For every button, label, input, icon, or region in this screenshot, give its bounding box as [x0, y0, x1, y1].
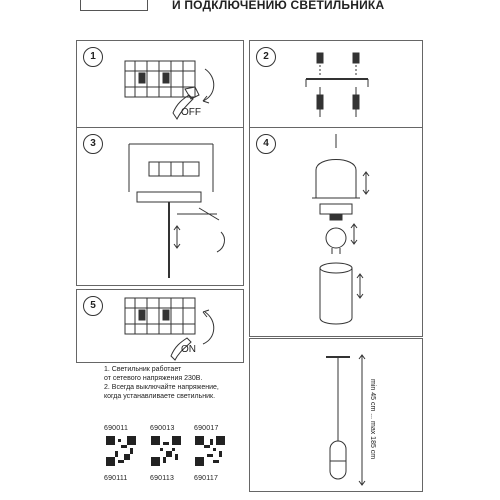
page-title: И ПОДКЛЮЧЕНИЮ СВЕТИЛЬНИКА — [172, 0, 385, 12]
note-line-3: 2. Всегда выключайте напряжение, — [104, 384, 219, 391]
step-panel-2 — [249, 40, 423, 129]
off-label: OFF — [181, 107, 201, 118]
qr-code-2[interactable] — [151, 436, 181, 466]
qr-code-3[interactable] — [195, 436, 225, 466]
step-panel-3 — [76, 127, 244, 286]
step-badge-2: 2 — [256, 47, 276, 67]
hanging-lamp-illustration — [250, 339, 422, 491]
product-code-5: 690113 — [150, 475, 175, 482]
on-label: ON — [181, 344, 196, 355]
note-line-1: 1. Светильник работает — [104, 366, 182, 373]
product-code-3: 690017 — [194, 425, 219, 432]
safety-notes — [104, 365, 249, 401]
note-line-4: когда устанавливаете светильник. — [104, 393, 216, 400]
step-badge-3: 3 — [83, 134, 103, 154]
step-badge-1: 1 — [83, 47, 103, 67]
step-badge-4: 4 — [256, 134, 276, 154]
product-code-1: 690011 — [104, 425, 129, 432]
qr-code-1[interactable] — [106, 436, 136, 466]
wiring-illustration — [77, 128, 243, 285]
step-badge-5: 5 — [83, 296, 103, 316]
breaker-off-illustration — [77, 41, 243, 128]
step-panel-4 — [249, 127, 423, 337]
product-code-2: 690013 — [150, 425, 175, 432]
logo-frame — [80, 0, 148, 11]
bracket-mount-illustration — [250, 41, 422, 128]
height-dimension: min 45 cm ... max 185 cm — [369, 379, 376, 460]
lamp-assembly-illustration — [250, 128, 422, 336]
step-panel-1 — [76, 40, 244, 129]
breaker-on-illustration — [77, 290, 243, 362]
final-panel — [249, 338, 423, 492]
note-line-2: от сетевого напряжения 230В. — [104, 375, 203, 382]
step-panel-5 — [76, 289, 244, 363]
product-code-4: 690111 — [104, 475, 128, 482]
product-code-6: 690117 — [194, 475, 219, 482]
